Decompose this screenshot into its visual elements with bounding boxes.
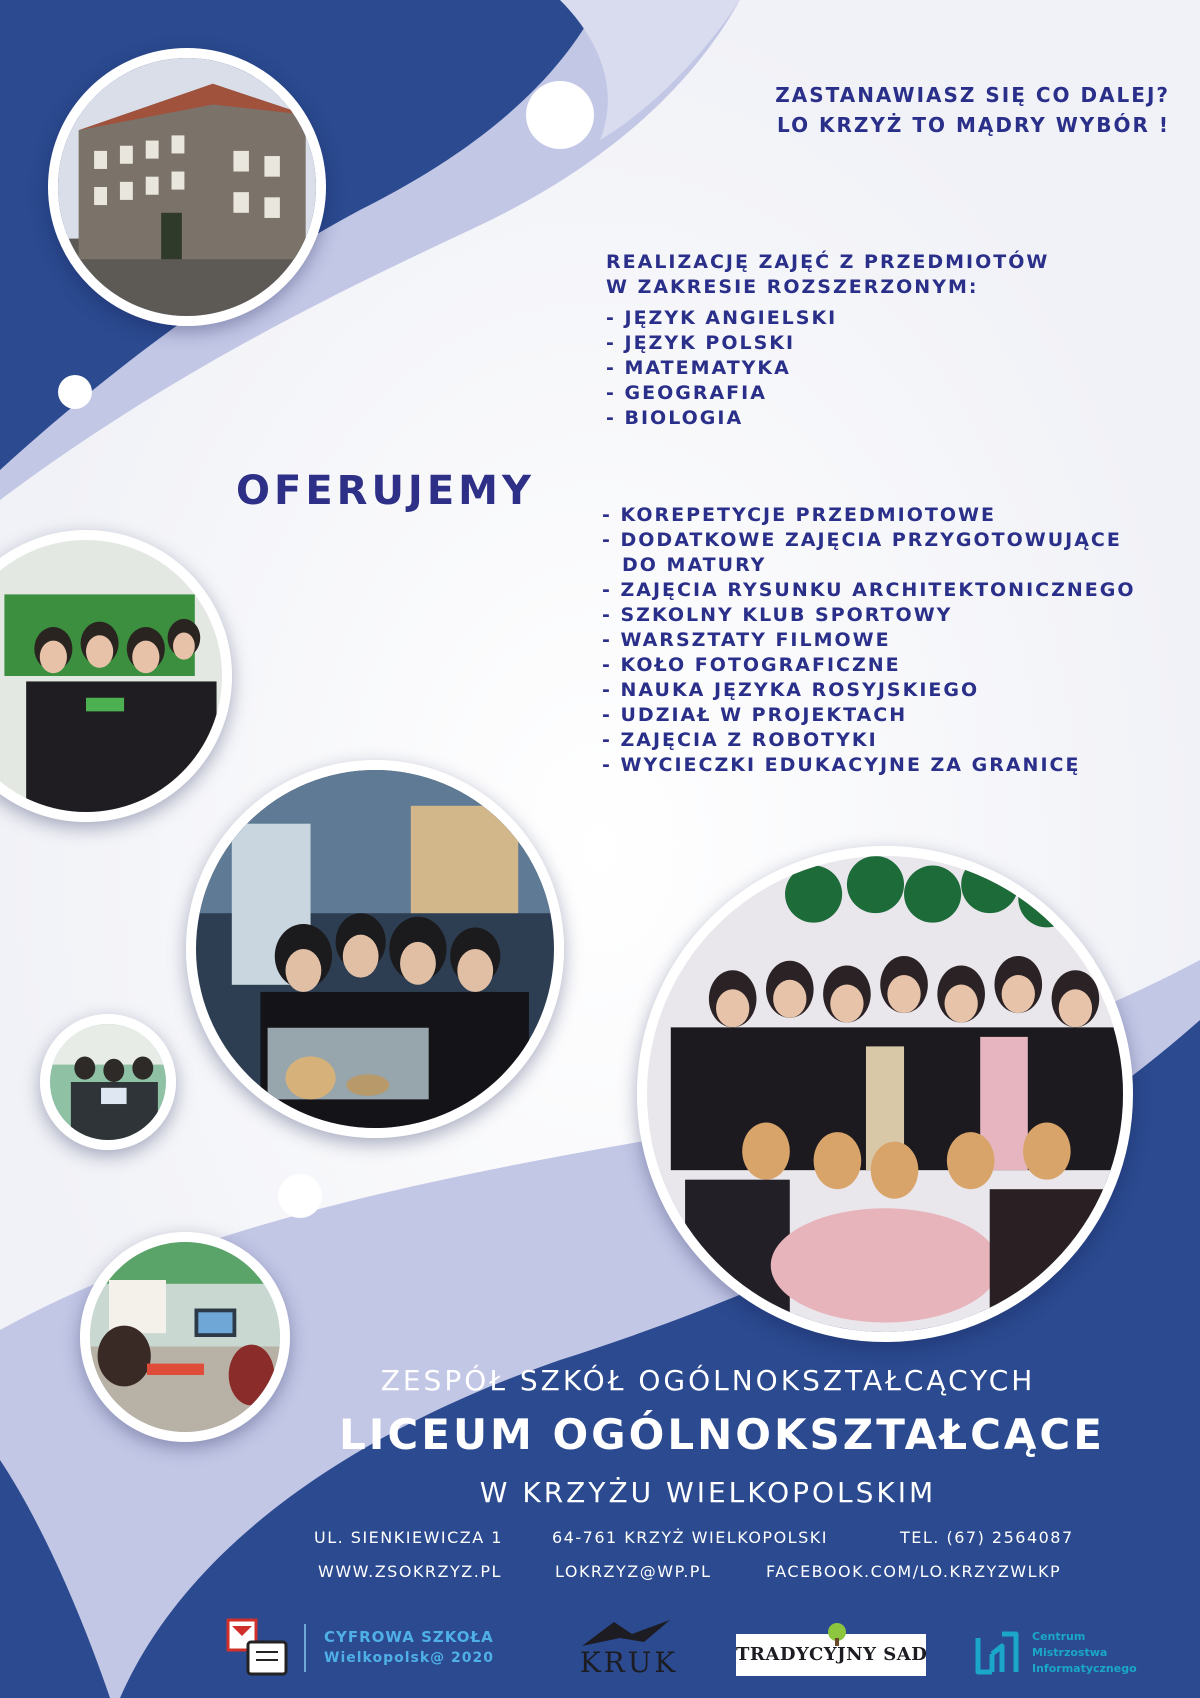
list-item: - DODATKOWE ZAJĘCIA PRZYGOTOWUJĄCE <box>602 529 1122 551</box>
cmi-line-3: Informatycznego <box>1032 1662 1137 1675</box>
list-item: - KOREPETYCJE PRZEDMIOTOWE <box>602 504 996 526</box>
list-item: - KOŁO FOTOGRAFICZNE <box>602 654 901 676</box>
facebook-link[interactable]: FACEBOOK.COM/LO.KRZYZWLKP <box>766 1562 1062 1581</box>
centrum-mistrzostwa-logo <box>972 1624 1142 1684</box>
subjects-heading <box>606 250 1049 300</box>
offer-list <box>602 503 1136 778</box>
cmi-icon <box>972 1628 1024 1678</box>
offer-heading: OFERUJEMY <box>236 468 535 514</box>
postal-city: 64-761 KRZYŻ WIELKOPOLSKI <box>552 1528 828 1547</box>
tradycyjny-sad-wordmark: TRADYCYJNY SAD <box>736 1644 928 1665</box>
school-location: W KRZYŻU WIELKOPOLSKIM <box>479 1476 937 1509</box>
school-complex-name: ZESPÓŁ SZKÓŁ OGÓLNOKSZTAŁCĄCYCH <box>380 1364 1036 1397</box>
cmi-line-1: Centrum <box>1032 1630 1086 1643</box>
museum-visit-photo <box>186 760 564 1138</box>
phone[interactable]: TEL. (67) 2564087 <box>900 1528 1074 1547</box>
list-item: - WYCIECZKI EDUKACYJNE ZA GRANICĘ <box>602 754 1081 776</box>
decor-dot <box>58 375 92 409</box>
list-item: - NAUKA JĘZYKA ROSYJSKIEGO <box>602 679 980 701</box>
list-item: - JĘZYK ANGIELSKI <box>606 307 838 329</box>
tagline-line-2: LO KRZYŻ TO MĄDRY WYBÓR ! <box>777 113 1170 137</box>
list-item: - GEOGRAFIA <box>606 382 767 404</box>
subjects-list <box>606 306 837 431</box>
list-item: - JĘZYK POLSKI <box>606 332 796 354</box>
tagline-line-1: ZASTANAWIASZ SIĘ CO DALEJ? <box>775 83 1170 107</box>
email-link[interactable]: LOKRZYZ@WP.PL <box>555 1562 712 1581</box>
cyfrowa-line-2: Wielkopolsk@ 2020 <box>324 1650 495 1666</box>
address: UL. SIENKIEWICZA 1 <box>314 1528 503 1547</box>
apple-tree-icon <box>820 1622 854 1646</box>
list-item: - BIOLOGIA <box>606 407 744 429</box>
cmi-line-2: Mistrzostwa <box>1032 1646 1108 1659</box>
cyfrowa-szkola-icon <box>226 1618 296 1678</box>
subjects-heading-line-1: REALIZACJĘ ZAJĘĆ Z PRZEDMIOTÓW <box>606 251 1050 273</box>
school-building-photo <box>48 48 326 326</box>
subjects-heading-line-2: W ZAKRESIE ROZSZERZONYM: <box>606 276 979 298</box>
list-item: - MATEMATYKA <box>606 357 791 379</box>
list-item: DO MATURY <box>622 554 767 576</box>
website-link[interactable]: WWW.ZSOKRZYZ.PL <box>318 1562 502 1581</box>
cyfrowa-line-1: CYFROWA SZKOŁA <box>324 1628 494 1646</box>
prom-group-photo <box>637 846 1133 1342</box>
tagline <box>775 80 1170 140</box>
list-item: - ZAJĘCIA RYSUNKU ARCHITEKTONICZNEGO <box>602 579 1136 601</box>
list-item: - UDZIAŁ W PROJEKTACH <box>602 704 908 726</box>
kruk-wordmark: KRUK <box>579 1646 679 1679</box>
students-small-photo <box>40 1014 176 1150</box>
list-item: - ZAJĘCIA Z ROBOTYKI <box>602 729 878 751</box>
tradycyjny-sad-logo <box>736 1634 926 1676</box>
list-item: - SZKOLNY KLUB SPORTOWY <box>602 604 953 626</box>
kruk-logo <box>574 1616 684 1682</box>
school-name: LICEUM OGÓLNOKSZTAŁCĄCE <box>339 1410 1105 1459</box>
list-item: - WARSZTATY FILMOWE <box>602 629 891 651</box>
raven-icon <box>574 1616 684 1650</box>
cyfrowa-szkola-logo <box>226 1618 526 1678</box>
decor-dot <box>526 81 594 149</box>
decor-dot <box>278 1174 322 1218</box>
